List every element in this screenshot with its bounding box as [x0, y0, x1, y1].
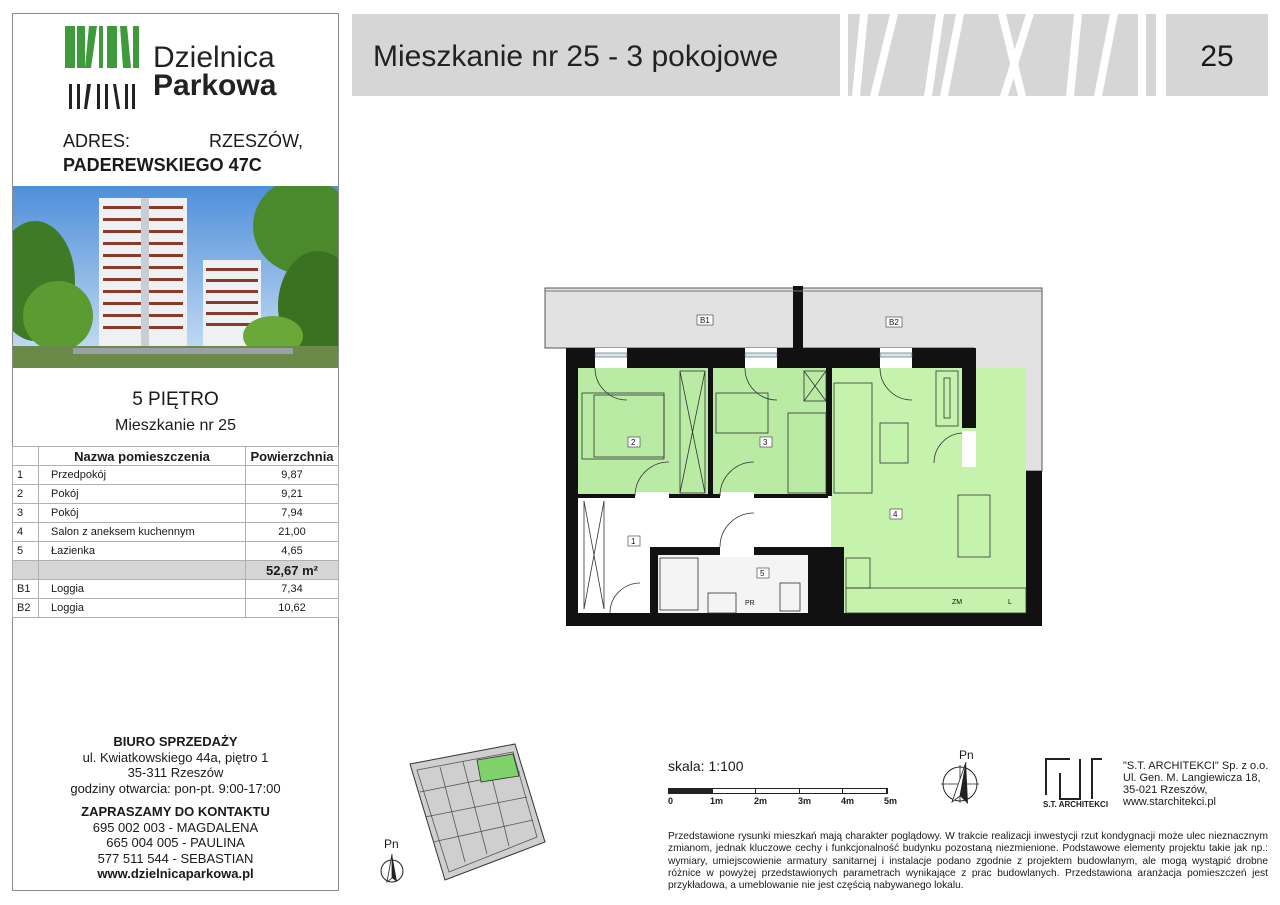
north-label-large: Pn — [959, 748, 974, 762]
room-number: 2 — [13, 485, 39, 504]
floor-plan — [540, 283, 1050, 628]
north-label: Pn — [384, 837, 399, 851]
room-4-area — [831, 368, 1026, 613]
contact-phone[interactable]: 695 002 003 - MAGDALENA — [92, 819, 259, 835]
room-name: Pokój — [39, 485, 246, 504]
scale-tick: 3m — [798, 796, 812, 806]
header-title-bar — [352, 14, 840, 96]
label-b2: B2 — [889, 318, 899, 327]
scale-tick: 0 — [668, 796, 674, 806]
room-area: 7,34 — [246, 580, 339, 599]
room-area: 9,87 — [246, 466, 339, 485]
room-number: 3 — [13, 504, 39, 523]
brand-line2: Parkowa — [153, 69, 277, 102]
room-name: Pokój — [39, 504, 246, 523]
scale-tick: 1m — [710, 796, 724, 806]
table-row — [13, 599, 339, 618]
label-room-3: 3 — [763, 438, 768, 447]
label-room-4: 4 — [893, 510, 898, 519]
address-label: ADRES: — [63, 131, 131, 151]
architect-address — [1123, 760, 1273, 808]
brand-logo-mark — [65, 26, 145, 111]
sales-title: BIURO SPRZEDAŻY — [113, 734, 238, 749]
floor-label: 5 PIĘTRO — [132, 389, 219, 410]
scale-block — [668, 758, 908, 806]
rooms-table — [12, 446, 339, 618]
info-panel — [12, 13, 339, 891]
table-row — [13, 466, 339, 485]
sales-line: godziny otwarcia: pon-pt. 9:00-17:00 — [70, 780, 281, 796]
scale-tick: 2m — [754, 796, 768, 806]
sales-line: ul. Kwiatkowskiego 44a, piętro 1 — [82, 749, 269, 765]
page-title: Mieszkanie nr 25 - 3 pokojowe — [373, 40, 779, 73]
table-row — [13, 485, 339, 504]
col-area-header: Powierzchnia — [246, 447, 339, 466]
contact-phone[interactable]: 665 004 005 - PAULINA — [106, 835, 245, 850]
scale-tick: 5m — [884, 796, 898, 806]
scale-tick: 4m — [841, 796, 855, 806]
room-name: Salon z aneksem kuchennym — [39, 523, 246, 542]
website-link[interactable]: www.dzielnicaparkowa.pl — [97, 866, 254, 881]
architect-name: "S.T. ARCHITEKCI" Sp. z o.o. — [1123, 760, 1269, 772]
label-room-1: 1 — [631, 537, 636, 546]
address-block — [63, 129, 303, 177]
header-decoration — [848, 14, 1156, 96]
label-l: L — [1008, 599, 1012, 606]
label-b1: B1 — [700, 316, 710, 325]
brand-logo — [65, 26, 305, 116]
table-row — [13, 580, 339, 599]
total-area: 52,67 m² — [246, 561, 339, 580]
label-room-5: 5 — [760, 569, 765, 578]
label-room-2: 2 — [631, 438, 636, 447]
apartment-number: 25 — [1200, 40, 1234, 73]
label-pr: PR — [745, 600, 755, 607]
room-number: B1 — [13, 580, 39, 599]
room-number: 4 — [13, 523, 39, 542]
architect-logo-label: S.T. ARCHITEKCI — [1043, 800, 1109, 809]
room-number: 5 — [13, 542, 39, 561]
address-street: PADEREWSKIEGO 47C — [63, 155, 262, 175]
apartment-subtitle: Mieszkanie nr 25 — [115, 417, 236, 434]
col-name-header: Nazwa pomieszczenia — [39, 447, 246, 466]
loggia-b1 — [545, 288, 795, 348]
room-name: Loggia — [39, 580, 246, 599]
sales-office — [13, 734, 338, 882]
architect-street: Ul. Gen. M. Langiewicza 18, — [1123, 772, 1261, 784]
total-row — [13, 561, 339, 580]
room-area: 4,65 — [246, 542, 339, 561]
address-city: RZESZÓW, — [209, 131, 303, 151]
header-number-box — [1166, 14, 1268, 96]
room-area: 10,62 — [246, 599, 339, 618]
north-arrow-icon — [375, 838, 410, 888]
disclaimer-text: Przedstawione rysunki mieszkań mają charakter poglądowy. W trakcie realizacji inwestycji rzut kondygnacji może ulec nieznacznym zmianom, jednak kluczowe cechy i funkcjonalność budynku pozostaną niezmienione. Podstawowe elementy projektu takie jak np.: wymiary, umiejscowienie armatury sanitarnej i instalacje podano zgodnie z projektem budowlanym, ale mogą wystąpić drobne różnice w powyżej przedstawionych parametrach wynikające z prac budowlanych. Przedstawiona aranżacja pomieszczeń jest przykładowa, a umeblowanie nie jest częścią nabywanego lokalu. — [668, 831, 1268, 892]
building-photo — [13, 186, 338, 368]
label-zm: ZM — [952, 599, 963, 606]
architect-city: 35-021 Rzeszów, — [1123, 784, 1208, 796]
architect-website[interactable]: www.starchitekci.pl — [1123, 796, 1216, 808]
building-key-plan — [405, 742, 550, 882]
table-row — [13, 504, 339, 523]
brand-name — [153, 41, 277, 102]
room-number: B2 — [13, 599, 39, 618]
contact-title: ZAPRASZAMY DO KONTAKTU — [81, 804, 270, 819]
table-row — [13, 542, 339, 561]
room-area: 21,00 — [246, 523, 339, 542]
table-header-row — [13, 447, 339, 466]
room-area: 9,21 — [246, 485, 339, 504]
contact-phone[interactable]: 577 511 544 - SEBASTIAN — [97, 850, 254, 866]
compass-icon — [938, 748, 986, 808]
room-number: 1 — [13, 466, 39, 485]
room-name: Przedpokój — [39, 466, 246, 485]
table-row — [13, 523, 339, 542]
room-name: Loggia — [39, 599, 246, 618]
sales-line: 35-311 Rzeszów — [127, 765, 224, 780]
scale-title: skala: 1:100 — [668, 758, 744, 774]
brand-line1: Dzielnica — [153, 41, 275, 74]
scale-bar — [668, 788, 888, 794]
room-name: Łazienka — [39, 542, 246, 561]
room-3-area — [713, 368, 831, 496]
room-area: 7,94 — [246, 504, 339, 523]
room-5-area — [658, 555, 808, 613]
